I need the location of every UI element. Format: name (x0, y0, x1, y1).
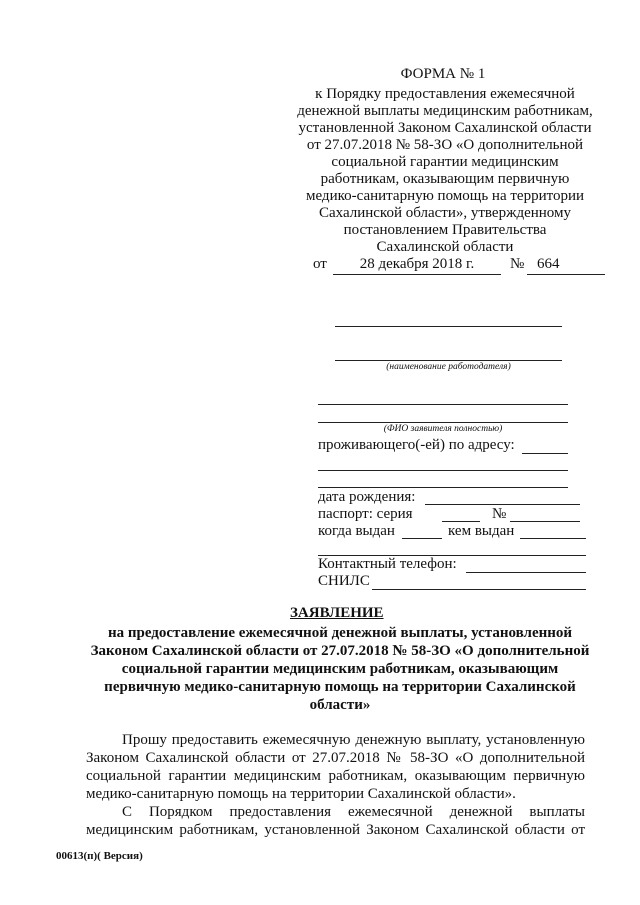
address-line (318, 487, 568, 488)
passport-number-line (510, 521, 580, 522)
birth-line (425, 504, 580, 505)
statement-body-line: медицинским работникам, установленной Законом Сахалинской области от (86, 822, 585, 838)
statement-subtitle: первичную медико-санитарную помощь на территории Сахалинской (104, 679, 576, 695)
fio-line (318, 404, 568, 405)
form-line: Сахалинской области (376, 239, 514, 255)
form-line: денежной выплаты медицинским работникам, (297, 103, 593, 119)
decree-date: 28 декабря 2018 г. (359, 256, 475, 272)
form-title: ФОРМА № 1 (400, 66, 486, 82)
issued-by-label: кем выдан (448, 523, 515, 539)
issued-when-line (402, 538, 442, 539)
form-line: Сахалинской области», утвержденному (318, 205, 572, 221)
phone-line (466, 572, 586, 573)
address-label: проживающего(-ей) по адресу: (318, 437, 515, 453)
form-line: к Порядку предоставления ежемесячной (315, 86, 575, 102)
fio-hint: (ФИО заявителя полностью) (383, 424, 503, 434)
decree-number: 664 (537, 256, 560, 272)
form-line: работникам, оказывающим первичную (320, 171, 570, 187)
birth-label: дата рождения: (318, 489, 416, 505)
issued-when-label: когда выдан (318, 523, 395, 539)
date-prefix: от (313, 256, 327, 272)
passport-label: паспорт: серия (318, 506, 413, 522)
address-line (318, 470, 568, 471)
statement-subtitle: на предоставление ежемесячной денежной выплаты, установленной (107, 625, 573, 641)
statement-subtitle: области» (309, 697, 371, 713)
statement-body-line: Прошу предоставить ежемесячную денежную выплату, установленную (122, 732, 585, 748)
statement-subtitle: социальной гарантии медицинским работникам, оказывающим (121, 661, 559, 677)
number-prefix: № (510, 256, 525, 272)
form-line: постановлением Правительства (343, 222, 547, 238)
employer-line (335, 326, 562, 327)
statement-body-line: социальной гарантии медицинским работникам, оказывающим первичную (86, 768, 585, 784)
decree-date-underline (333, 274, 501, 275)
fio-line (318, 422, 568, 423)
footer-code: 00613(п)( Версия) (56, 850, 143, 862)
form-line: медико-санитарную помощь на территории (305, 188, 585, 204)
passport-number-label: № (492, 506, 507, 522)
form-line: установленной Законом Сахалинской области (298, 120, 592, 136)
statement-subtitle: Законом Сахалинской области от 27.07.2018 № 58-ЗО «О дополнительной (90, 643, 590, 659)
phone-label: Контактный телефон: (318, 556, 457, 572)
statement-body-line: С Порядком предоставления ежемесячной денежной выплаты (122, 804, 585, 820)
form-line: социальной гарантии медицинским (331, 154, 559, 170)
snils-line (372, 589, 586, 590)
decree-number-underline (527, 274, 605, 275)
snils-label: СНИЛС (318, 573, 370, 589)
employer-line (335, 360, 562, 361)
address-line (522, 453, 568, 454)
passport-series-line (442, 521, 480, 522)
form-line: от 27.07.2018 № 58-ЗО «О дополнительной (306, 137, 584, 153)
employer-hint: (наименование работодателя) (386, 362, 511, 372)
issued-by-line (520, 538, 586, 539)
statement-body-line: Законом Сахалинской области от 27.07.2018 № 58-ЗО «О дополнительной (86, 750, 585, 766)
statement-heading: ЗАЯВЛЕНИЕ (290, 605, 384, 621)
statement-body-line: медико-санитарную помощь на территории Сахалинской области». (86, 786, 516, 802)
